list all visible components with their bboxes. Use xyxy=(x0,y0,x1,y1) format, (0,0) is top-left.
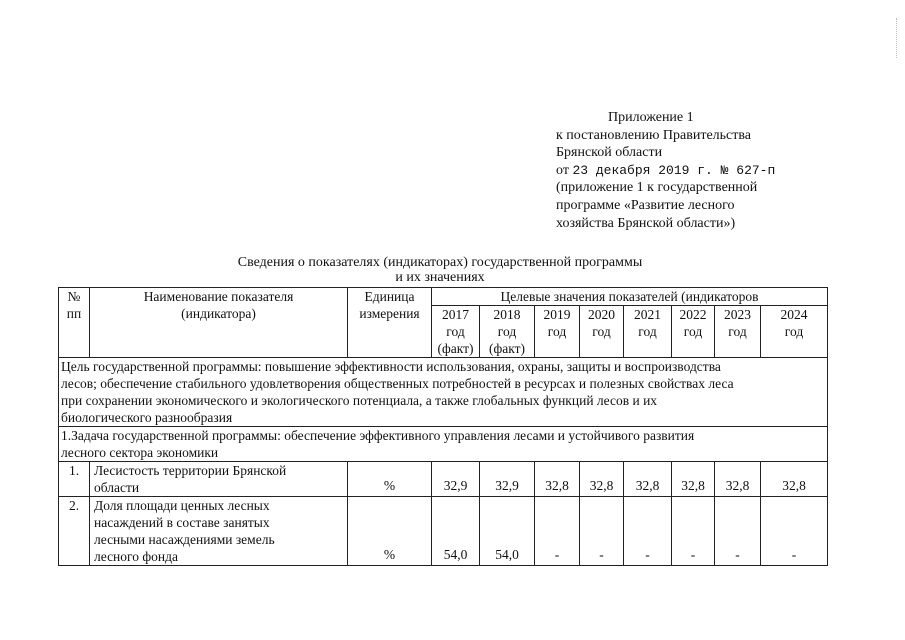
value-cell: 32,8 xyxy=(672,462,715,497)
year-word: год xyxy=(446,324,465,339)
header-num-label2: пп xyxy=(66,306,82,321)
year-word: год xyxy=(638,324,657,339)
value-cell: - xyxy=(580,497,624,566)
header-indicator-name xyxy=(90,288,348,358)
year-note: (факт) xyxy=(488,341,525,356)
task-row xyxy=(59,427,828,462)
header-num-label: № xyxy=(67,289,81,304)
year-word: год xyxy=(592,324,611,339)
appendix-block xyxy=(556,109,775,232)
year-word: год xyxy=(784,324,804,339)
indicators-table xyxy=(58,287,828,566)
value-cell: 32,9 xyxy=(480,462,535,497)
year-note: (факт) xyxy=(437,341,474,356)
unit-cell: % xyxy=(348,462,432,497)
appendix-date-value: 23 декабря 2019 г. № 627-п xyxy=(572,162,776,178)
year-cell xyxy=(715,306,761,358)
row-num: 1. xyxy=(59,462,90,497)
goal-row xyxy=(59,358,828,427)
appendix-line: к постановлению Правительства xyxy=(556,127,752,143)
indicator-name-line: лесного фонда xyxy=(94,549,178,564)
year-cell xyxy=(624,306,672,358)
document-title-line: Сведения о показателях (индикаторах) государственной программы xyxy=(237,255,643,270)
appendix-line: Брянской области xyxy=(556,145,663,161)
value-cell: - xyxy=(672,497,715,566)
value-cell: - xyxy=(535,497,580,566)
value-cell: 32,8 xyxy=(535,462,580,497)
goal-line: при сохранении экономического и экологического потенциала, а также глобальных функций лесов и их xyxy=(61,393,658,408)
year-word: год xyxy=(547,324,567,339)
goal-cell xyxy=(59,358,828,427)
task-cell xyxy=(59,427,828,462)
appendix-title: Приложение 1 xyxy=(608,110,694,125)
appendix-line: программе «Развитие лесного xyxy=(556,197,735,213)
indicator-name xyxy=(90,462,348,497)
value-cell: 32,8 xyxy=(580,462,624,497)
appendix-date-prefix: от xyxy=(556,162,569,178)
goal-line: Цель государственной программы: повышение эффективности использования, охраны, защиты и воспроизводства xyxy=(61,359,721,374)
header-unit xyxy=(348,288,432,358)
value-cell: 32,9 xyxy=(432,462,480,497)
value-cell: 32,8 xyxy=(761,462,828,497)
header-name-label: Наименование показателя xyxy=(143,289,294,304)
value-cell: - xyxy=(715,497,761,566)
indicator-name-line: насаждений в составе занятых xyxy=(94,515,270,530)
year-label: 2018 xyxy=(493,307,521,322)
year-word: год xyxy=(497,324,517,339)
year-cell xyxy=(480,306,535,358)
indicator-name-line: Лесистость территории Брянской xyxy=(94,463,287,478)
year-word: год xyxy=(728,324,747,339)
header-unit-label2: измерения xyxy=(359,306,420,321)
year-label: 2023 xyxy=(724,307,751,322)
year-label: 2017 xyxy=(442,307,469,322)
appendix-date-line xyxy=(556,162,775,180)
header-unit-label: Единица xyxy=(364,289,415,304)
value-cell: 32,8 xyxy=(715,462,761,497)
header-targets: Целевые значения показателей (индикаторов xyxy=(432,288,828,306)
indicator-name xyxy=(90,497,348,566)
value-cell: - xyxy=(761,497,828,566)
goal-line: лесов; обеспечение стабильного удовлетворения общественных потребностей в ресурсах и полезных свойствах леса xyxy=(61,376,734,391)
year-cell xyxy=(761,306,828,358)
value-cell: 54,0 xyxy=(432,497,480,566)
row-num: 2. xyxy=(59,497,90,566)
table-row xyxy=(59,497,828,566)
indicator-name-line: Доля площади ценных лесных xyxy=(94,498,270,513)
year-label: 2021 xyxy=(634,307,661,322)
appendix-line: (приложение 1 к государственной xyxy=(556,180,758,196)
header-num xyxy=(59,288,90,358)
task-line: 1.Задача государственной программы: обеспечение эффективного управления лесами и устойчивого развития xyxy=(61,428,695,443)
year-cell xyxy=(432,306,480,358)
appendix-line: хозяйства Брянской области») xyxy=(556,215,736,231)
year-label: 2022 xyxy=(679,307,707,322)
unit-cell: % xyxy=(348,497,432,566)
indicator-name-line: области xyxy=(94,480,140,495)
year-cell xyxy=(535,306,580,358)
value-cell: 32,8 xyxy=(624,462,672,497)
task-line: лесного сектора экономики xyxy=(61,445,219,460)
value-cell: 54,0 xyxy=(480,497,535,566)
scan-margin-marks xyxy=(896,18,899,58)
year-label: 2019 xyxy=(543,307,571,322)
document-title-line: и их значениях xyxy=(395,270,485,285)
indicator-name-line: лесными насаждениями земель xyxy=(94,532,275,547)
year-cell xyxy=(580,306,624,358)
header-name-label2: (индикатора) xyxy=(181,306,256,321)
document-title xyxy=(200,255,680,285)
year-word: год xyxy=(683,324,703,339)
year-label: 2024 xyxy=(780,307,808,322)
table-row xyxy=(59,462,828,497)
year-label: 2020 xyxy=(588,307,615,322)
goal-line: биологического разнообразия xyxy=(61,410,233,425)
value-cell: - xyxy=(624,497,672,566)
table-header-row xyxy=(59,288,828,306)
year-cell xyxy=(672,306,715,358)
